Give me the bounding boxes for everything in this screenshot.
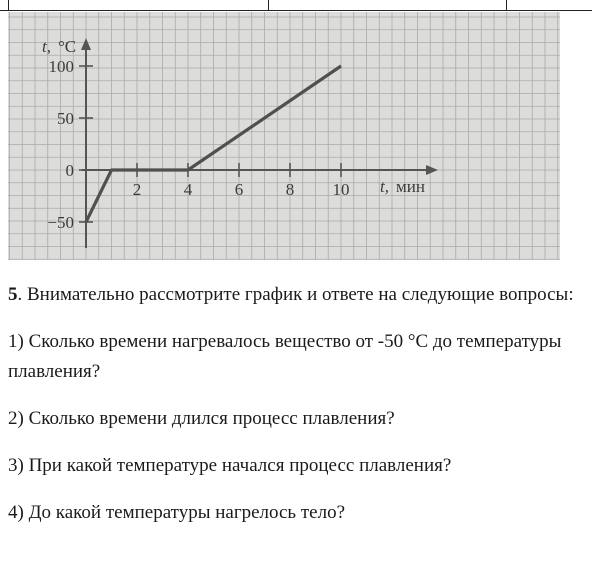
chart-axis-labels [42,37,425,196]
temperature-time-chart [8,12,560,260]
task-intro [8,280,584,310]
x-tick-label: 10 [332,180,350,199]
table-cell-divider [506,0,507,10]
question-2: 2) Сколько времени длился процесс плавления? [8,408,395,429]
question-4: 4) До какой температуры нагрелось тело? [8,502,345,523]
x-axis-arrow [426,165,438,175]
y-tick-label: 100 [48,57,74,76]
graph-photo [8,12,560,260]
y-tick-label: 0 [65,161,74,180]
question-1: 1) Сколько времени нагревалось вещество от -50 °С до температуры плавления? [8,331,562,382]
y-axis-arrow [81,38,91,50]
x-tick-label: 6 [234,180,244,199]
x-tick-label: 2 [132,180,142,199]
task-number: 5 [8,284,18,305]
table-cell-divider [268,0,269,10]
x-tick-label: 4 [183,180,193,199]
y-axis-label-unit: °C [58,37,77,56]
task-intro-text: . Внимательно рассмотрите график и ответе на следующие вопросы: [17,284,574,305]
x-axis-label-var: t, [380,177,389,196]
y-axis-label-var: t, [42,37,51,56]
x-tick-label: 8 [285,180,295,199]
table-cell-divider [8,0,9,10]
x-axis-label-unit: мин [396,177,425,196]
top-table-border [0,0,592,11]
question-3: 3) При какой температуре начался процесс плавления? [8,455,452,476]
chart-axes [81,38,438,248]
y-tick-label: 50 [57,109,74,128]
y-tick-label: −50 [47,213,74,232]
task-text [8,280,584,545]
